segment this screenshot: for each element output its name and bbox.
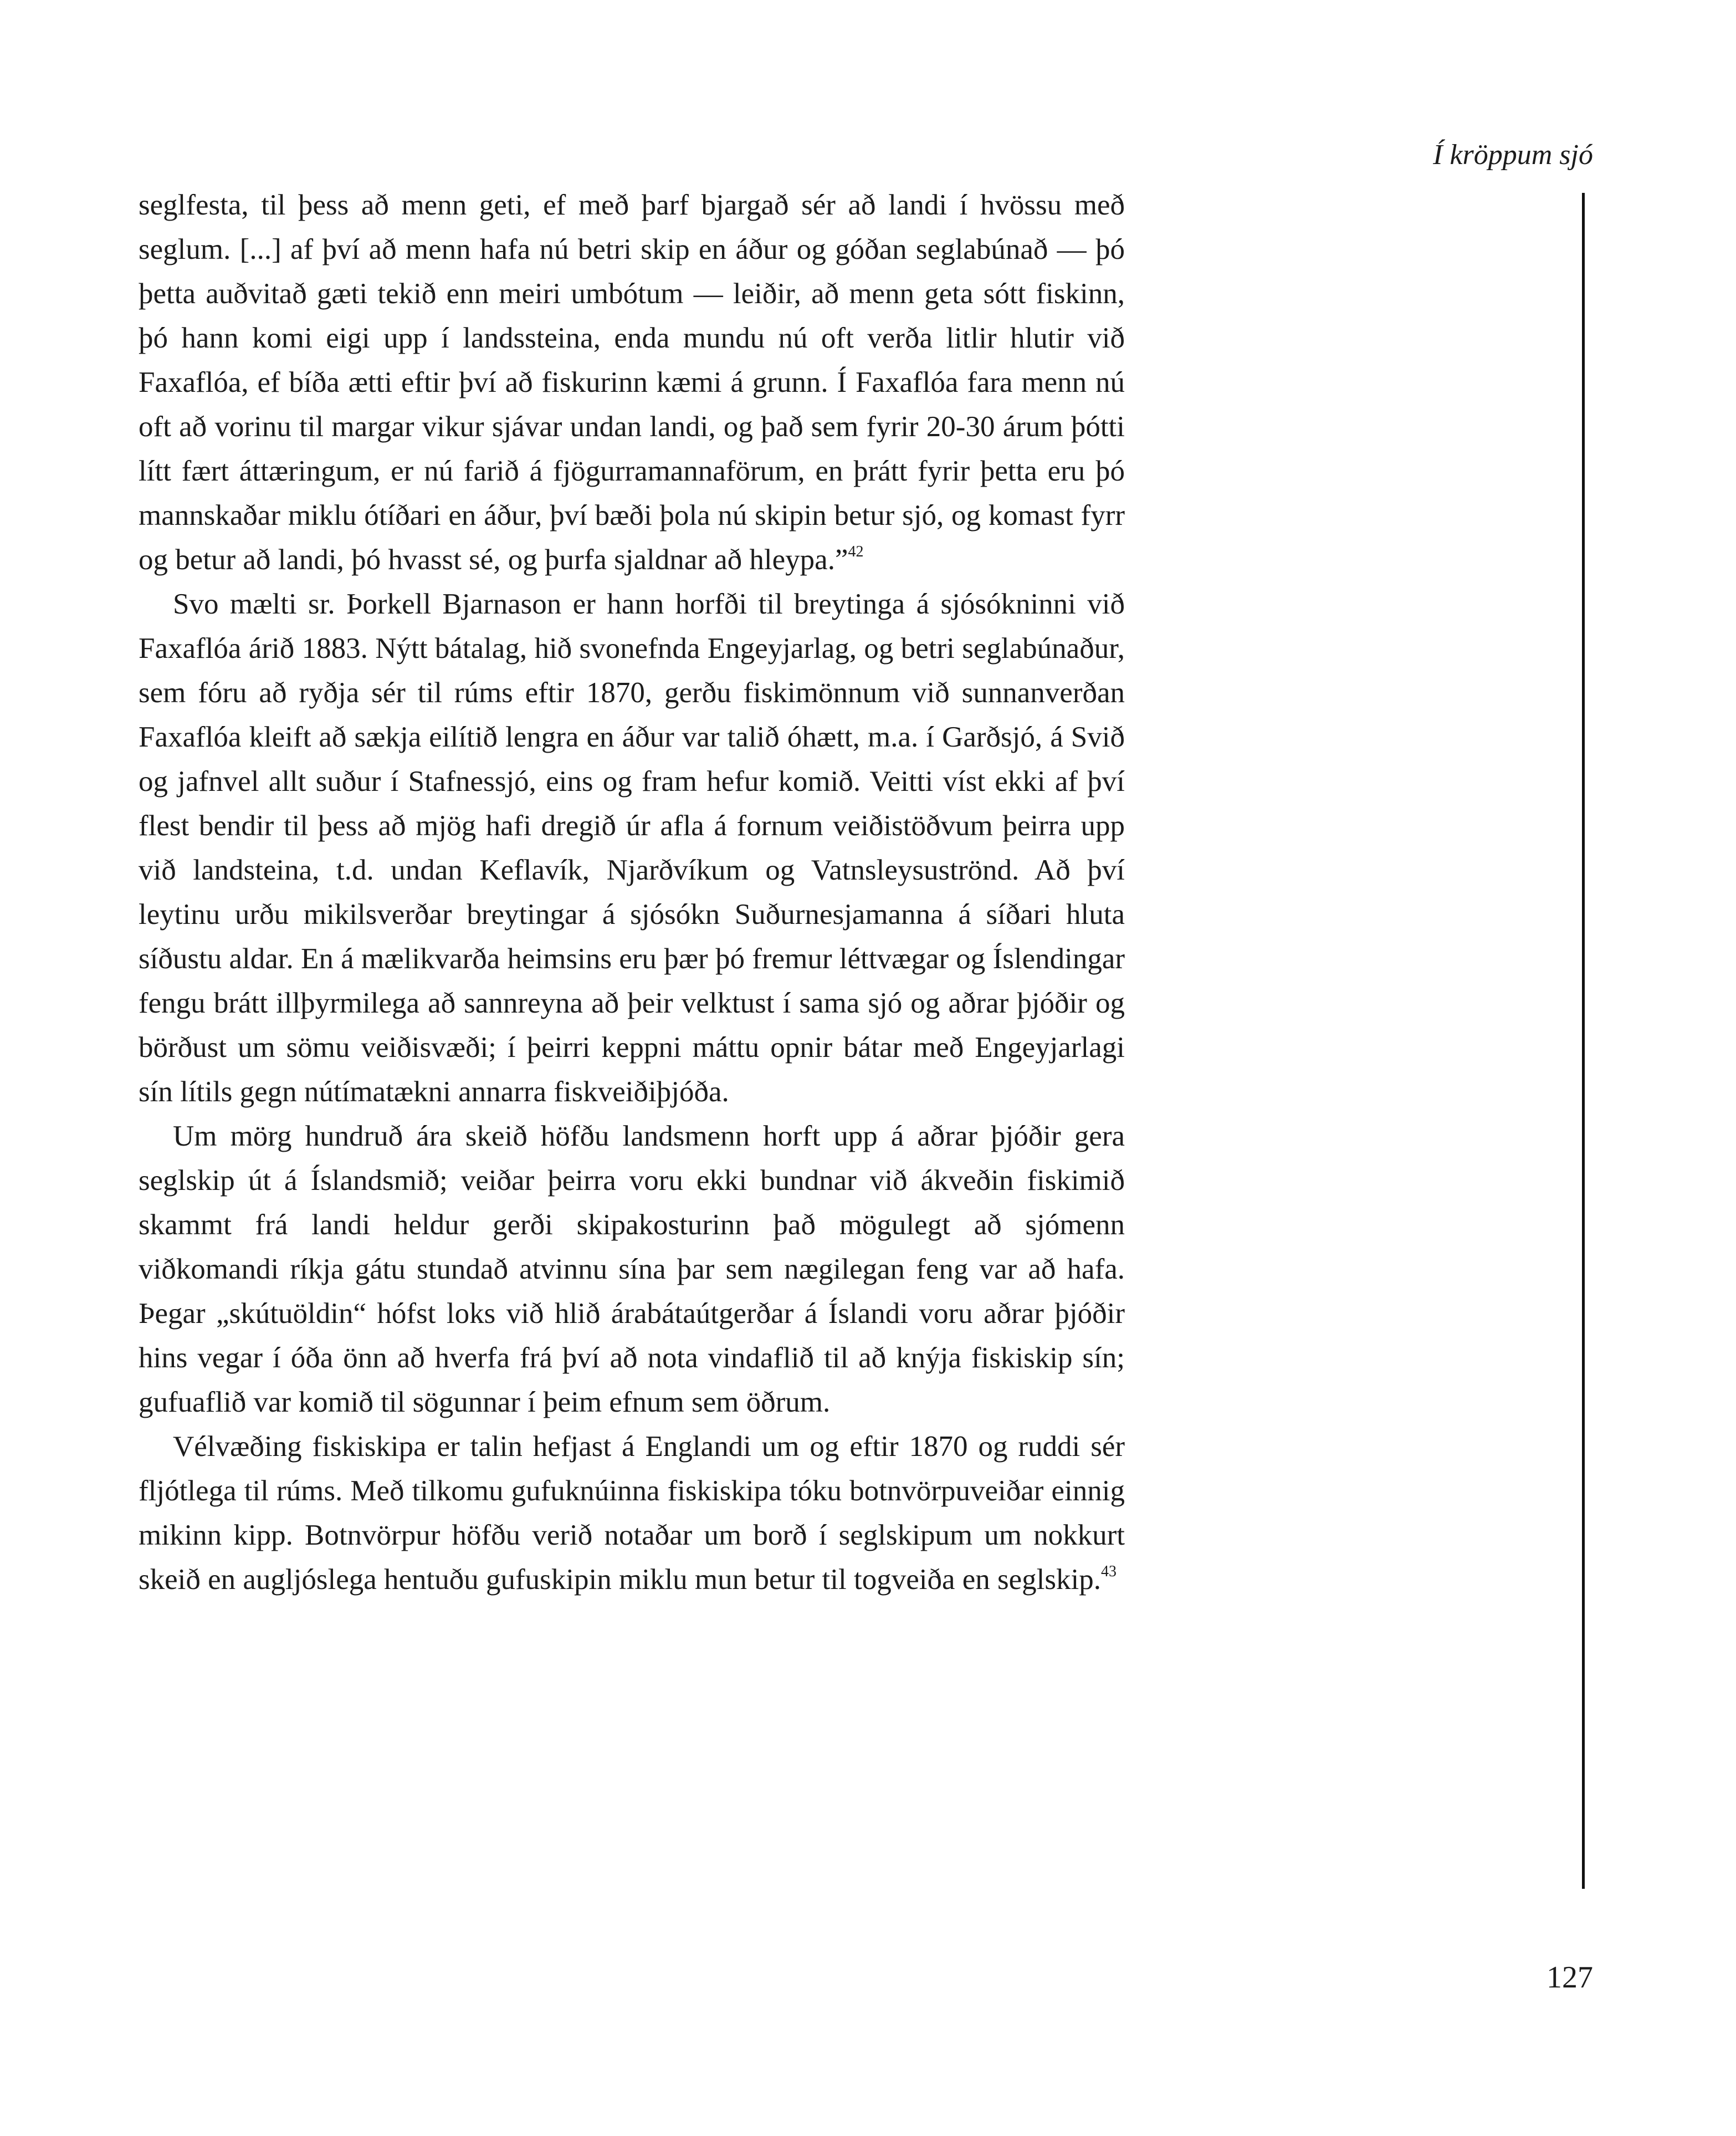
paragraph-2 xyxy=(139,582,1125,1114)
body-text xyxy=(139,183,1125,1602)
page-number: 127 xyxy=(1546,1960,1593,1995)
paragraph-1 xyxy=(139,183,1125,582)
paragraph-1-text: seglfesta, til þess að menn geti, ef með þarf bjargað sér að landi í hvössu með seglum. [...] af því að menn hafa nú betri skip en áður og góðan seglabúnað — þó þetta auðvitað gæti tekið enn meiri umbótum — leiðir, að menn geta sótt fiskinn, þó hann komi eigi upp í landssteina, enda mundu nú oft verða litlir hlutir við Faxaflóa, ef bíða ætti eftir því að fiskurinn kæmi á grunn. Í Faxaflóa fara menn nú oft að vorinu til margar vikur sjávar undan landi, og það sem fyrir 20-30 árum þótti lítt fært áttæringum, er nú farið á fjögurramannaförum, en þrátt fyrir þetta eru þó mannskaðar miklu ótíðari en áður, því bæði þola nú skipin betur sjó, og komast fyrr og betur að landi, þó hvasst sé, og þurfa sjaldnar að hleypa.” xyxy=(139,189,1125,576)
margin-rule xyxy=(1582,193,1585,1889)
paragraph-3-text: Um mörg hundruð ára skeið höfðu landsmenn horft upp á aðrar þjóðir gera seglskip út á Íslandsmið; veiðar þeirra voru ekki bundnar við ákveðin fiskimið skammt frá landi heldur gerði skipakosturinn það mögulegt að sjómenn viðkomandi ríkja gátu stundað atvinnu sína þar sem nægilegan feng var að hafa. Þegar „skútuöldin“ hófst loks við hlið árabátaútgerðar á Íslandi voru aðrar þjóðir hins vegar í óða önn að hverfa frá því að nota vindaflið til að knýja fiskiskip sín; gufuaflið var komið til sögunnar í þeim efnum sem öðrum. xyxy=(139,1120,1125,1418)
footnote-ref-42: 42 xyxy=(848,543,864,561)
paragraph-2-text: Svo mælti sr. Þorkell Bjarnason er hann horfði til breytinga á sjósókninni við Faxaflóa árið 1883. Nýtt bátalag, hið svonefnda Engeyjarlag, og betri seglabúnaður, sem fóru að ryðja sér til rúms eftir 1870, gerðu fiskimönnum við sunnanverðan Faxaflóa kleift að sækja eilítið lengra en áður var talið óhætt, m.a. í Garðsjó, á Svið og jafnvel allt suður í Stafnessjó, eins og fram hefur komið. Veitti víst ekki af því flest bendir til þess að mjög hafi dregið úr afla á fornum veiðistöðvum þeirra upp við landsteina, t.d. undan Keflavík, Njarðvíkum og Vatnsleysuströnd. Að því leytinu urðu mikilsverðar breytingar á sjósókn Suðurnesjamanna á síðari hluta síðustu aldar. En á mælikvarða heimsins eru þær þó fremur léttvægar og Íslendingar fengu brátt illþyrmilega að sannreyna að þeir velktust í sama sjó og aðrar þjóðir og börðust um sömu veiðisvæði; í þeirri keppni máttu opnir bátar með Engeyjarlagi sín lítils gegn nútímatækni annarra fiskveiðiþjóða. xyxy=(139,588,1125,1108)
footnote-ref-43: 43 xyxy=(1100,1563,1117,1581)
paragraph-4-text: Vélvæðing fiskiskipa er talin hefjast á Englandi um og eftir 1870 og ruddi sér fljótlega til rúms. Með tilkomu gufuknúinna fiskiskipa tóku botnvörpuveiðar einnig mikinn kipp. Botnvörpur höfðu verið notaðar um borð í seglskipum um nokkurt skeið en augljóslega hentuðu gufuskipin miklu mun betur til togveiða en seglskip. xyxy=(139,1430,1125,1596)
paragraph-3 xyxy=(139,1114,1125,1424)
running-head-title: Í kröppum sjó xyxy=(1433,139,1593,171)
paragraph-4 xyxy=(139,1424,1125,1602)
